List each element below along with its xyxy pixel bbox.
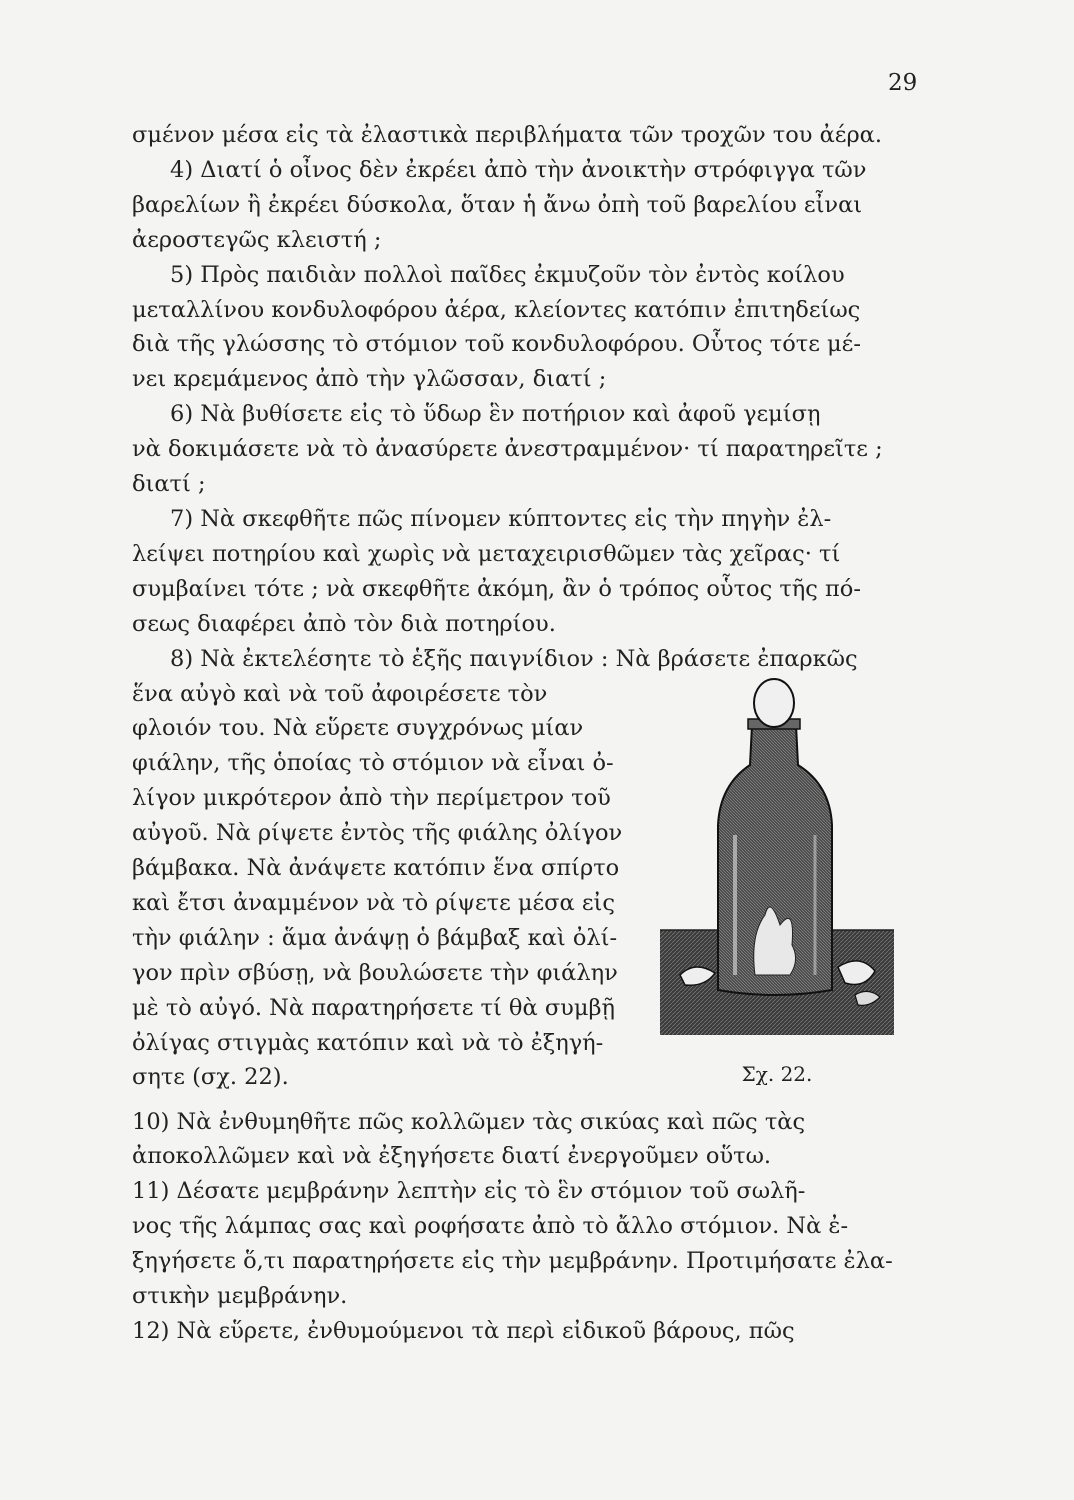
text-line: ἕνα αὐγὸ καὶ νὰ τοῦ ἀφοιρέσετε τὸν <box>132 680 548 707</box>
page-number: 29 <box>888 70 918 96</box>
text-line: 12) Νὰ εὕρετε, ἐνθυμούμενοι τὰ περὶ εἰδικοῦ βάρους, πῶς <box>132 1317 795 1344</box>
text-line: λείψει ποτηρίου καὶ χωρὶς νὰ μεταχειρισθῶμεν τὰς χεῖρας· τί <box>132 540 841 567</box>
body-text <box>132 118 922 1349</box>
text-line: 10) Νὰ ἐνθυμηθῆτε πῶς κολλῶμεν τὰς σικύας καὶ πῶς τὰς <box>132 1108 806 1135</box>
text-line: 7) Νὰ σκεφθῆτε πῶς πίνομεν κύπτοντες εἰς τὴν πηγὴν ἐλ- <box>170 505 832 532</box>
figure-bottle-egg <box>660 675 894 1115</box>
text-line: αὐγοῦ. Νὰ ρίψετε ἐντὸς τῆς φιάλης ὀλίγον <box>132 820 623 847</box>
text-line: 5) Πρὸς παιδιὰν πολλοὶ παῖδες ἐκμυζοῦν τὸν ἐντὸς κοίλου <box>170 261 845 288</box>
text-line: μεταλλίνου κονδυλοφόρου ἀέρα, κλείοντες κατόπιν ἐπιτηδείως <box>132 296 861 323</box>
text-line: φιάλην, τῆς ὁποίας τὸ στόμιον νὰ εἶναι ὀ- <box>132 750 614 777</box>
text-line: 11) Δέσατε μεμβράνην λεπτὴν εἰς τὸ ἓν στόμιον τοῦ σωλῆ- <box>132 1178 806 1205</box>
text-line: μὲ τὸ αὐγό. Νὰ παρατηρήσετε τί θὰ συμβῇ <box>132 994 615 1021</box>
bottle-egg-illustration <box>660 675 894 1055</box>
text-line: στικὴν μεμβράνην. <box>132 1283 348 1310</box>
text-line: ἀεροστεγῶς κλειστή ; <box>132 226 382 253</box>
text-line: σητε (σχ. 22). <box>132 1064 289 1091</box>
text-line: βάμβακα. Νὰ ἀνάψετε κατόπιν ἕνα σπίρτο <box>132 855 620 882</box>
text-line: 6) Νὰ βυθίσετε εἰς τὸ ὕδωρ ἓν ποτήριον καὶ ἀφοῦ γεμίσῃ <box>170 401 821 428</box>
text-line: διατί ; <box>132 471 206 498</box>
text-line: σμένον μέσα εἰς τὰ ἐλαστικὰ περιβλήματα τῶν τροχῶν του ἀέρα. <box>132 122 883 148</box>
text-line: συμβαίνει τότε ; νὰ σκεφθῆτε ἀκόμη, ἂν ὁ τρόπος οὗτος τῆς πό- <box>132 575 861 602</box>
text-line: βαρελίων ἢ ἐκρέει δύσκολα, ὅταν ἡ ἄνω ὀπὴ τοῦ βαρελίου εἶναι <box>132 191 863 218</box>
top-lines <box>132 118 922 677</box>
figure-wrapped-text <box>132 677 652 1096</box>
text-line: φλοιόν του. Νὰ εὕρετε συγχρόνως μίαν <box>132 715 584 742</box>
text-line: καὶ ἔτσι ἀναμμένον νὰ τὸ ρίψετε μέσα εἰς <box>132 889 615 916</box>
text-line: ξηγήσετε ὅ,τι παρατηρήσετε εἰς τὴν μεμβράνην. Προτιμήσατε ἐλα- <box>132 1248 893 1275</box>
text-line: 8) Νὰ ἐκτελέσητε τὸ ἑξῆς παιγνίδιον : Νὰ βράσετε ἐπαρκῶς <box>170 645 858 672</box>
text-line: ἀποκολλῶμεν καὶ νὰ ἐξηγήσετε διατί ἐνεργοῦμεν οὕτω. <box>132 1143 772 1170</box>
egg-shape <box>754 679 794 727</box>
text-line: σεως διαφέρει ἀπὸ τὸν διὰ ποτηρίου. <box>132 610 556 637</box>
text-line: τὴν φιάλην : ἅμα ἀνάψῃ ὁ βάμβαξ καὶ ὀλί- <box>132 924 618 951</box>
paragraph-with-figure <box>132 677 922 1115</box>
text-line: διὰ τῆς γλώσσης τὸ στόμιον τοῦ κονδυλοφόρου. Οὗτος τότε μέ- <box>132 331 861 358</box>
text-line: νος τῆς λάμπας σας καὶ ροφήσατε ἀπὸ τὸ ἄλλο στόμιον. Νὰ ἐ- <box>132 1213 849 1240</box>
text-line: 4) Διατί ὁ οἶνος δὲν ἐκρέει ἀπὸ τὴν ἀνοικτὴν στρόφιγγα τῶν <box>170 156 867 183</box>
figure-caption: Σχ. 22. <box>741 1061 813 1086</box>
bottom-lines <box>132 1105 922 1349</box>
text-line: νει κρεμάμενος ἀπὸ τὴν γλῶσσαν, διατί ; <box>132 366 607 393</box>
text-line: λίγον μικρότερον ἀπὸ τὴν περίμετρον τοῦ <box>132 785 611 812</box>
text-line: ὀλίγας στιγμὰς κατόπιν καὶ νὰ τὸ ἐξηγή- <box>132 1029 604 1056</box>
text-line: γον πρὶν σβύσῃ, νὰ βουλώσετε τὴν φιάλην <box>132 959 618 986</box>
text-line: νὰ δοκιμάσετε νὰ τὸ ἀνασύρετε ἀνεστραμμένον· τί παρατηρεῖτε ; <box>132 436 883 463</box>
